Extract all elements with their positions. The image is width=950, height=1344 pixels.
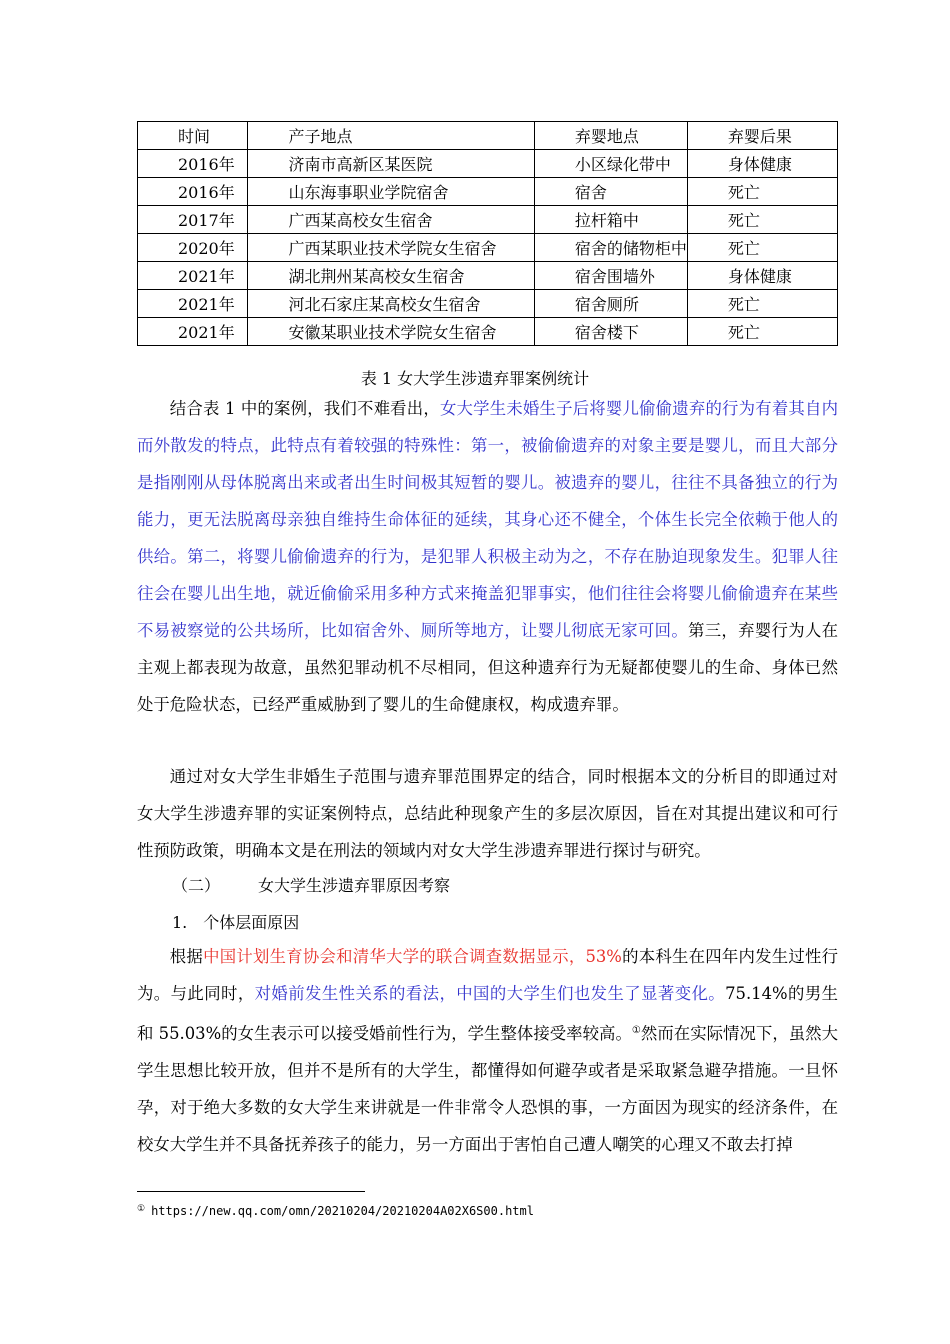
paragraph-individual-causes xyxy=(137,938,838,1163)
subsection-number: 1. xyxy=(172,913,188,932)
table-caption: 表 1 女大学生涉遗弃罪案例统计 xyxy=(360,369,590,388)
cell-birth-place: 济南市高新区某医院 xyxy=(248,150,534,178)
cell-time: 2021年 xyxy=(138,262,248,290)
para1-tail: 第三，弃婴行为人在主观上都表现为故意，虽然犯罪动机不尽相同，但这种遗弃行为无疑都使婴儿的生命、身体已然处于危险状态，已经严重威胁到了婴儿的生命健康权，构成遗弃罪。 xyxy=(137,621,839,714)
cell-abandon-place: 宿舍楼下 xyxy=(534,318,687,346)
paragraph-case-analysis xyxy=(137,390,838,723)
cell-birth-place: 湖北荆州某高校女生宿舍 xyxy=(248,262,534,290)
table-row xyxy=(138,290,838,318)
paragraph-scope: 通过对女大学生非婚生子范围与遗弃罪范围界定的结合，同时根据本文的分析目的即通过对女大学生涉遗弃罪的实证案例特点，总结此种现象产生的多层次原因，旨在对其提出建议和可行性预防政策，明确本文是在刑法的领域内对女大学生涉遗弃罪进行探讨与研究。 xyxy=(137,767,838,860)
para3-blue-highlight: 对婚前发生性关系的看法，中国的大学生们也发生了显著变化。 xyxy=(254,984,726,1003)
header-birth-place: 产子地点 xyxy=(248,122,534,150)
para3-mid2: 75.14%的男生和 55.03%的女生表示可以接受婚前性行为，学生整体接受率较高。 xyxy=(137,984,839,1043)
table-row xyxy=(138,206,838,234)
table-row xyxy=(138,318,838,346)
cell-time: 2021年 xyxy=(138,290,248,318)
table-row xyxy=(138,178,838,206)
subsection-heading xyxy=(172,910,299,933)
cell-time: 2016年 xyxy=(138,178,248,206)
cell-abandon-place: 小区绿化带中 xyxy=(534,150,687,178)
cell-abandon-place: 宿舍围墙外 xyxy=(534,262,687,290)
header-abandon-place: 弃婴地点 xyxy=(534,122,687,150)
cell-birth-place: 安徽某职业技术学院女生宿舍 xyxy=(248,318,534,346)
cell-time: 2017年 xyxy=(138,206,248,234)
cell-outcome: 死亡 xyxy=(687,234,837,262)
cell-time: 2020年 xyxy=(138,234,248,262)
cell-birth-place: 广西某高校女生宿舍 xyxy=(248,206,534,234)
cell-outcome: 死亡 xyxy=(687,178,837,206)
para3-red-highlight: 中国计划生育协会和清华大学的联合调查数据显示，53% xyxy=(203,947,622,966)
section-title: 女大学生涉遗弃罪原因考察 xyxy=(258,876,451,895)
para1-lead: 结合表 1 中的案例，我们不难看出， xyxy=(169,399,440,418)
cell-abandon-place: 宿舍的储物柜中 xyxy=(534,234,687,262)
para3-lead: 根据 xyxy=(169,947,204,966)
cell-birth-place: 河北石家庄某高校女生宿舍 xyxy=(248,290,534,318)
cell-time: 2016年 xyxy=(138,150,248,178)
cell-time: 2021年 xyxy=(138,318,248,346)
table-header-row xyxy=(138,122,838,150)
cell-outcome: 身体健康 xyxy=(687,262,837,290)
cell-outcome: 身体健康 xyxy=(687,150,837,178)
cell-outcome: 死亡 xyxy=(687,290,837,318)
para1-highlight: 女大学生未婚生子后将婴儿偷偷遗弃的行为有着其自内而外散发的特点，此特点有着较强的特殊性：第一，被偷偷遗弃的对象主要是婴儿，而且大部分是指刚刚从母体脱离出来或者出生时间极其短暂的婴儿。被遗弃的婴儿，往往不具备独立的行为能力，更无法脱离母亲独自维持生命体征的延续，其身心还不健全，个体生长完全依赖于他人的供给。第二，将婴儿偷偷遗弃的行为，是犯罪人积极主动为之，不存在胁迫现象发生。犯罪人往往会在婴儿出生地，就近偷偷采用多种方式来掩盖犯罪事实，他们往往会将婴儿偷偷遗弃在某些不易被察觉的公共场所，比如宿舍外、厕所等地方，让婴儿彻底无家可回。 xyxy=(137,399,838,640)
header-time: 时间 xyxy=(138,122,248,150)
table-row xyxy=(138,150,838,178)
cell-abandon-place: 拉杆箱中 xyxy=(534,206,687,234)
para3-mid1: 的本科生在四年内发生过性行为。与此同时， xyxy=(137,947,839,1003)
cell-outcome: 死亡 xyxy=(687,318,837,346)
footnote xyxy=(137,1204,534,1218)
subsection-title: 个体层面原因 xyxy=(203,913,300,932)
footnote-reference[interactable]: ① xyxy=(631,1025,641,1036)
table-row xyxy=(138,234,838,262)
section-heading xyxy=(172,873,450,896)
cell-abandon-place: 宿舍 xyxy=(534,178,687,206)
footnote-url[interactable]: https://new.qq.com/omn/20210204/20210204A02X6S00.html xyxy=(151,1204,534,1218)
cell-abandon-place: 宿舍厕所 xyxy=(534,290,687,318)
case-table xyxy=(137,121,838,346)
para3-tail: 然而在实际情况下，虽然大学生思想比较开放，但并不是所有的大学生，都懂得如何避孕或者是采取紧急避孕措施。一旦怀孕，对于绝大多数的女大学生来讲就是一件非常令人恐惧的事，一方面因为现实的经济条件，在校女大学生并不具备抚养孩子的能力，另一方面出于害怕自己遭人嘲笑的心理又不敢去打掉 xyxy=(137,1024,838,1154)
header-outcome: 弃婴后果 xyxy=(687,122,837,150)
cell-outcome: 死亡 xyxy=(687,206,837,234)
cell-birth-place: 广西某职业技术学院女生宿舍 xyxy=(248,234,534,262)
table-row xyxy=(138,262,838,290)
cell-birth-place: 山东海事职业学院宿舍 xyxy=(248,178,534,206)
section-number: （二） xyxy=(172,876,221,895)
footnote-divider xyxy=(137,1191,365,1192)
footnote-mark: ① xyxy=(137,1204,146,1214)
